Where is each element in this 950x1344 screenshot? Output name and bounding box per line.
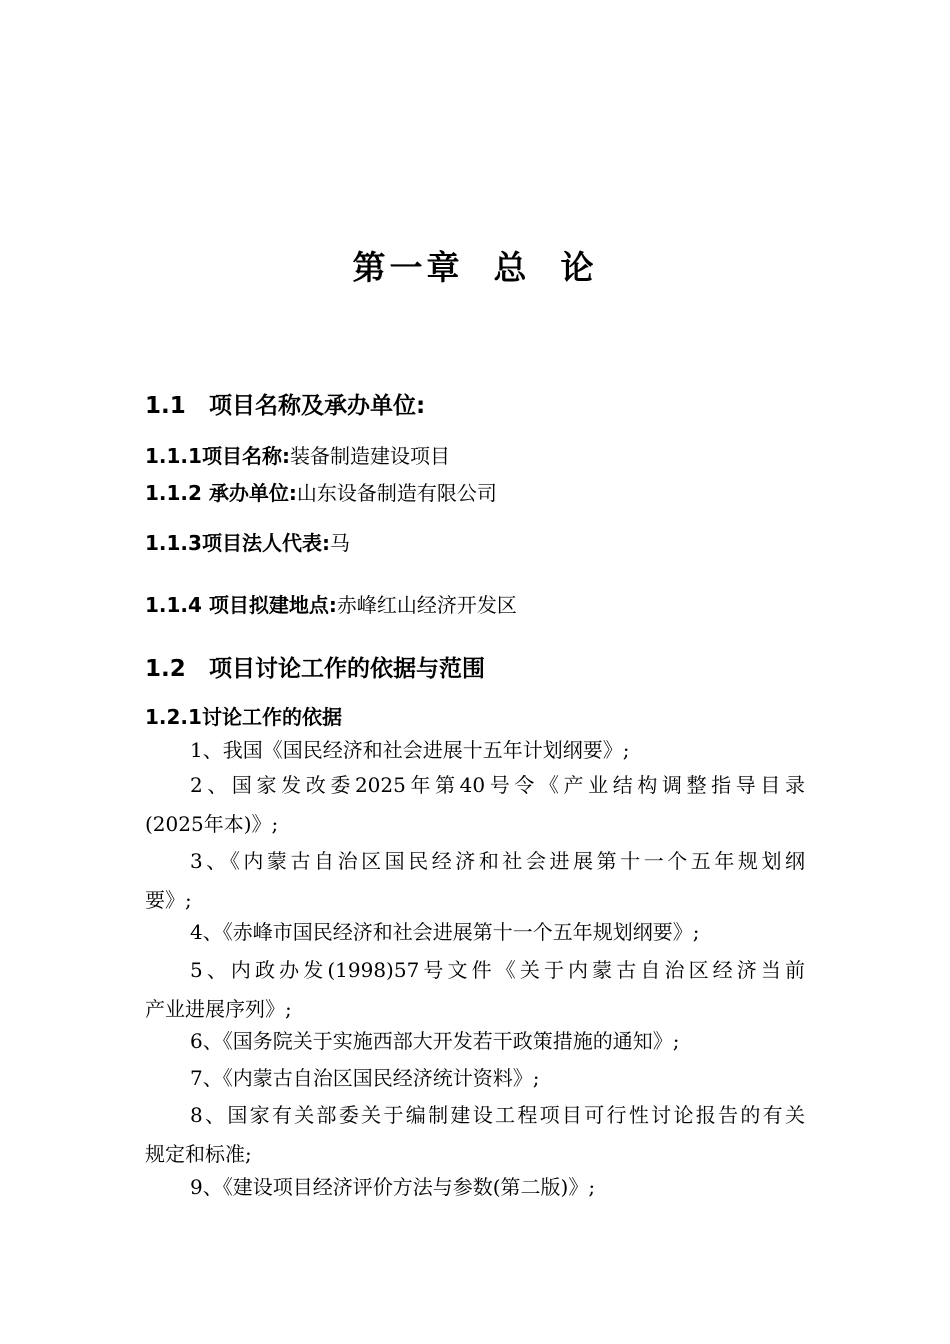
subsection-label: 1.1.2 承办单位: (145, 481, 297, 505)
list-item-text-continued: (2025年本)》; (145, 812, 279, 836)
list-item-text-continued: 要》; (145, 888, 192, 912)
list-item-text: 9、《建设项目经济评价方法与参数(第二版)》; (190, 1175, 596, 1199)
list-item-2 (145, 766, 805, 844)
chapter-title-word-1: 总 (493, 248, 531, 287)
section-title: 项目名称及承办单位: (209, 393, 426, 419)
section-heading-1-1 (145, 387, 425, 420)
list-item-4 (145, 913, 850, 952)
list-item-6 (145, 1022, 850, 1061)
list-item-text-continued: 规定和标准; (145, 1142, 252, 1166)
subsection-value: 山东设备制造有限公司 (296, 481, 497, 505)
list-item-9 (145, 1168, 850, 1207)
section-number: 1.1 (145, 393, 186, 419)
subsection-label: 1.1.1项目名称: (145, 444, 290, 468)
list-item-8 (145, 1096, 805, 1174)
subsection-1-1-4 (145, 589, 517, 618)
list-item-text: 5、内政办发(1998)57号文件《关于内蒙古自治区经济当前 (190, 958, 805, 982)
list-item-text: 8、国家有关部委关于编制建设工程项目可行性讨论报告的有关 (190, 1103, 805, 1127)
list-item-text-continued: 产业进展序列》; (145, 997, 292, 1021)
subsection-value: 赤峰红山经济开发区 (336, 593, 517, 617)
subsection-1-1-3 (145, 527, 350, 556)
list-item-text: 4、《赤峰市国民经济和社会进展第十一个五年规划纲要》; (190, 920, 700, 944)
list-item-text: 7、《内蒙古自治区国民经济统计资料》; (190, 1066, 540, 1090)
subsection-value: 装备制造建设项目 (289, 444, 450, 468)
subsection-1-2-1 (145, 701, 342, 730)
subsection-value: 马 (329, 531, 350, 555)
subsection-1-1-2 (145, 477, 497, 506)
section-number: 1.2 (145, 656, 186, 682)
subsection-label: 1.2.1讨论工作的依据 (145, 705, 342, 729)
list-item-text: 3、《内蒙古自治区国民经济和社会进展第十一个五年规划纲 (190, 849, 805, 873)
chapter-title-word-2: 论 (560, 248, 598, 287)
list-item-5 (145, 951, 805, 1029)
chapter-title-number: 第一章 (352, 248, 464, 287)
subsection-label: 1.1.3项目法人代表: (145, 531, 330, 555)
subsection-label: 1.1.4 项目拟建地点: (145, 593, 337, 617)
list-item-3 (145, 842, 805, 920)
list-item-text: 2、国家发改委2025年第40号令《产业结构调整指导目录 (190, 773, 805, 797)
chapter-title (0, 242, 950, 289)
list-item-text: 6、《国务院关于实施西部大开发若干政策措施的通知》; (190, 1029, 680, 1053)
list-item-text: 1、我国《国民经济和社会进展十五年计划纲要》; (190, 738, 630, 762)
subsection-1-1-1 (145, 440, 450, 469)
section-heading-1-2 (145, 650, 485, 683)
list-item-7 (145, 1059, 850, 1098)
list-item-1 (145, 731, 850, 770)
section-title: 项目讨论工作的依据与范围 (209, 656, 485, 682)
